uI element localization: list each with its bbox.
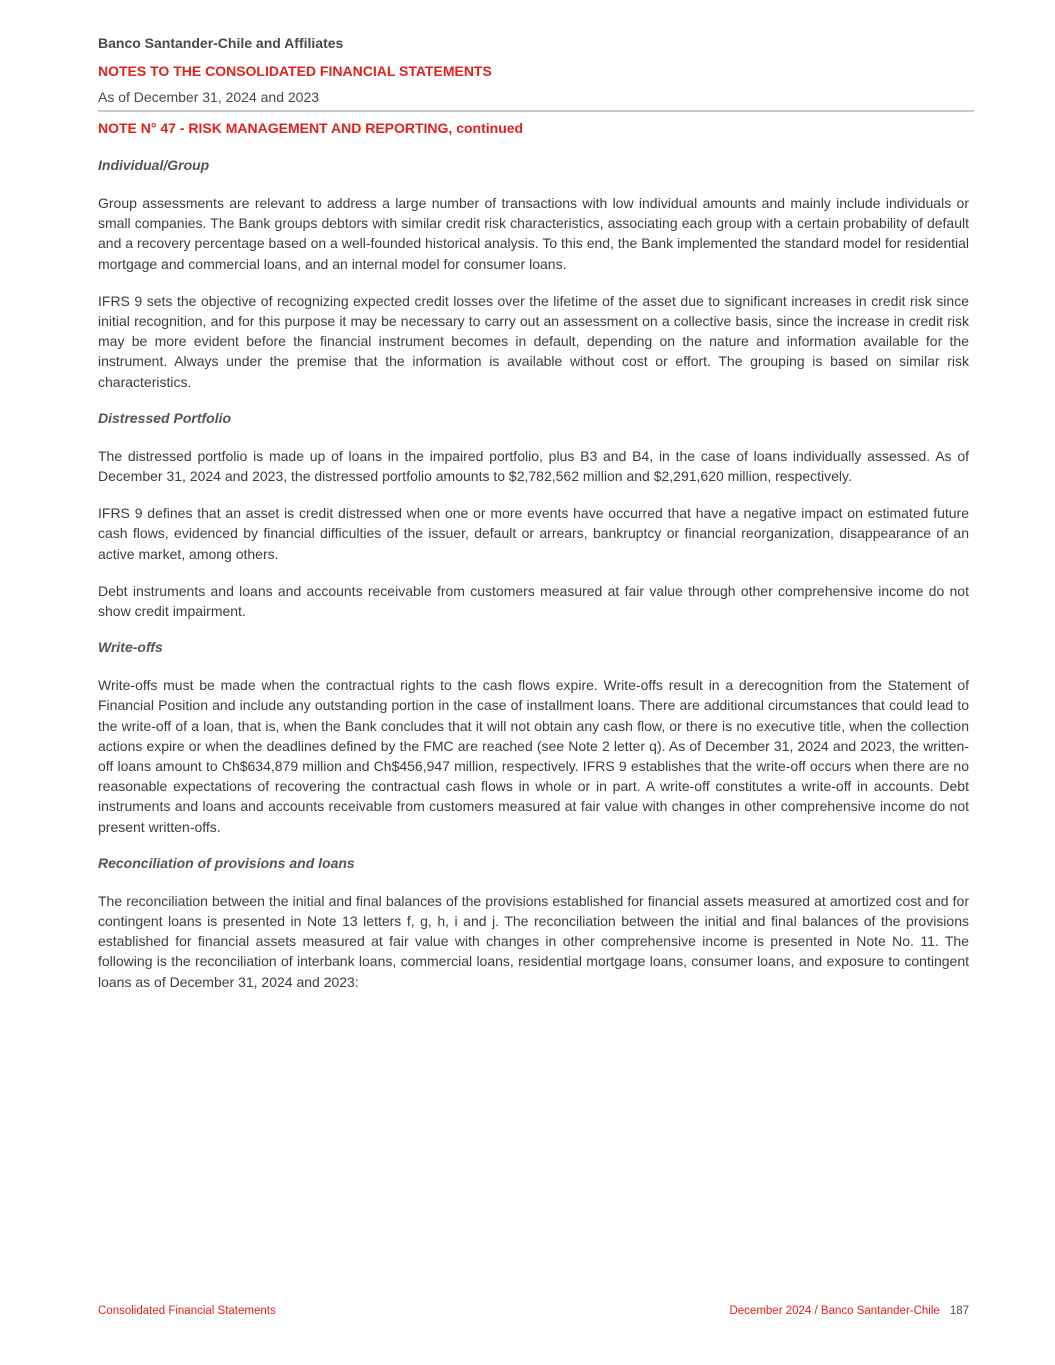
paragraph: Debt instruments and loans and accounts receivable from customers measured at fair value through other comprehensive income do not show credit impairment. xyxy=(98,582,969,620)
page-header xyxy=(98,34,974,106)
footer-report-label: December 2024 / Banco Santander-Chile xyxy=(729,1305,940,1317)
paragraph: Write-offs must be made when the contractual rights to the cash flows expire. Write-offs result in a derecognition from the Statement of Financial Position and include any outstanding portion in the case of installment loans. There are additional circumstances that could lead to the write-off of a loan, that is, when the Bank concludes that it will not obtain any cash flow, or there is no executive title, when the collection actions expire or when the deadlines defined by the FMC are reached (see Note 2 letter q). As of December 31, 2024 and 2023, the written-off loans amount to Ch$634,879 million and Ch$456,947 million, respectively. IFRS 9 establishes that the write-off occurs when there are no reasonable expectations of recovering the contractual cash flows in whole or in part. A write-off constitutes a write-off in accounts. Debt instruments and loans and accounts receivable from customers measured at fair value with changes in other comprehensive income do not present written-offs. xyxy=(98,677,969,835)
paragraph: IFRS 9 defines that an asset is credit distressed when one or more events have occurred that have a negative impact on estimated future cash flows, evidenced by financial difficulties of the issuer, default or arrears, bankruptcy or financial reorganization, disappearance of an active market, among others. xyxy=(98,505,969,562)
paragraph: The distressed portfolio is made up of loans in the impaired portfolio, plus B3 and B4, in the case of loans individually assessed. As of December 31, 2024 and 2023, the distressed portfolio amounts to $2,782,562 million and $2,291,620 million, respectively. xyxy=(98,447,969,485)
paragraph: The reconciliation between the initial and final balances of the provisions established for financial assets measured at amortized cost and for contingent loans is presented in Note 13 letters f, g, h, i and j. The reconciliation between the initial and final balances of the provisions established for financial assets measured at fair value with changes in other comprehensive income is presented in Note No. 11. The following is the reconciliation of interbank loans, commercial loans, residential mortgage loans, consumer loans, and exposure to contingent loans as of December 31, 2024 and 2023: xyxy=(98,892,969,990)
section-heading: Distressed Portfolio xyxy=(98,409,232,426)
footer-report-info xyxy=(729,1305,969,1317)
note-heading: NOTE N° 47 - RISK MANAGEMENT AND REPORTING, continued xyxy=(98,120,524,136)
section-heading: Individual/Group xyxy=(98,157,210,173)
notes-title: NOTES TO THE CONSOLIDATED FINANCIAL STATEMENTS xyxy=(98,63,492,79)
section-heading: Write-offs xyxy=(98,639,163,656)
paragraph: IFRS 9 sets the objective of recognizing expected credit losses over the lifetime of the asset due to significant increases in credit risk since initial recognition, and for this purpose it may be necessary to carry out an assessment on a collective basis, since the increase in credit risk may be more evident before the financial instrument becomes in default, depending on the nature and information available for the instrument. Always under the premise that the information is available without cost or effort. The grouping is based on similar risk characteristics. xyxy=(98,292,969,390)
reporting-period: As of December 31, 2024 and 2023 xyxy=(98,89,320,105)
section-write-offs xyxy=(98,638,969,837)
section-individual-group xyxy=(98,156,969,392)
paragraph: Group assessments are relevant to address a large number of transactions with low individual amounts and mainly include individuals or small companies. The Bank groups debtors with similar credit risk characteristics, associating each group with a certain probability of default and a recovery percentage based on a well-founded historical analysis. To this end, the Bank implemented the standard model for residential mortgage and commercial loans, and an internal model for consumer loans. xyxy=(98,195,969,272)
page-content xyxy=(98,119,969,1009)
page-number: 187 xyxy=(949,1305,969,1317)
section-reconciliation xyxy=(98,854,969,992)
company-name: Banco Santander-Chile and Affiliates xyxy=(98,35,344,51)
section-heading: Reconciliation of provisions and loans xyxy=(98,854,355,871)
section-distressed-portfolio xyxy=(98,409,969,621)
header-divider xyxy=(98,110,974,112)
footer-document-title: Consolidated Financial Statements xyxy=(98,1305,276,1317)
